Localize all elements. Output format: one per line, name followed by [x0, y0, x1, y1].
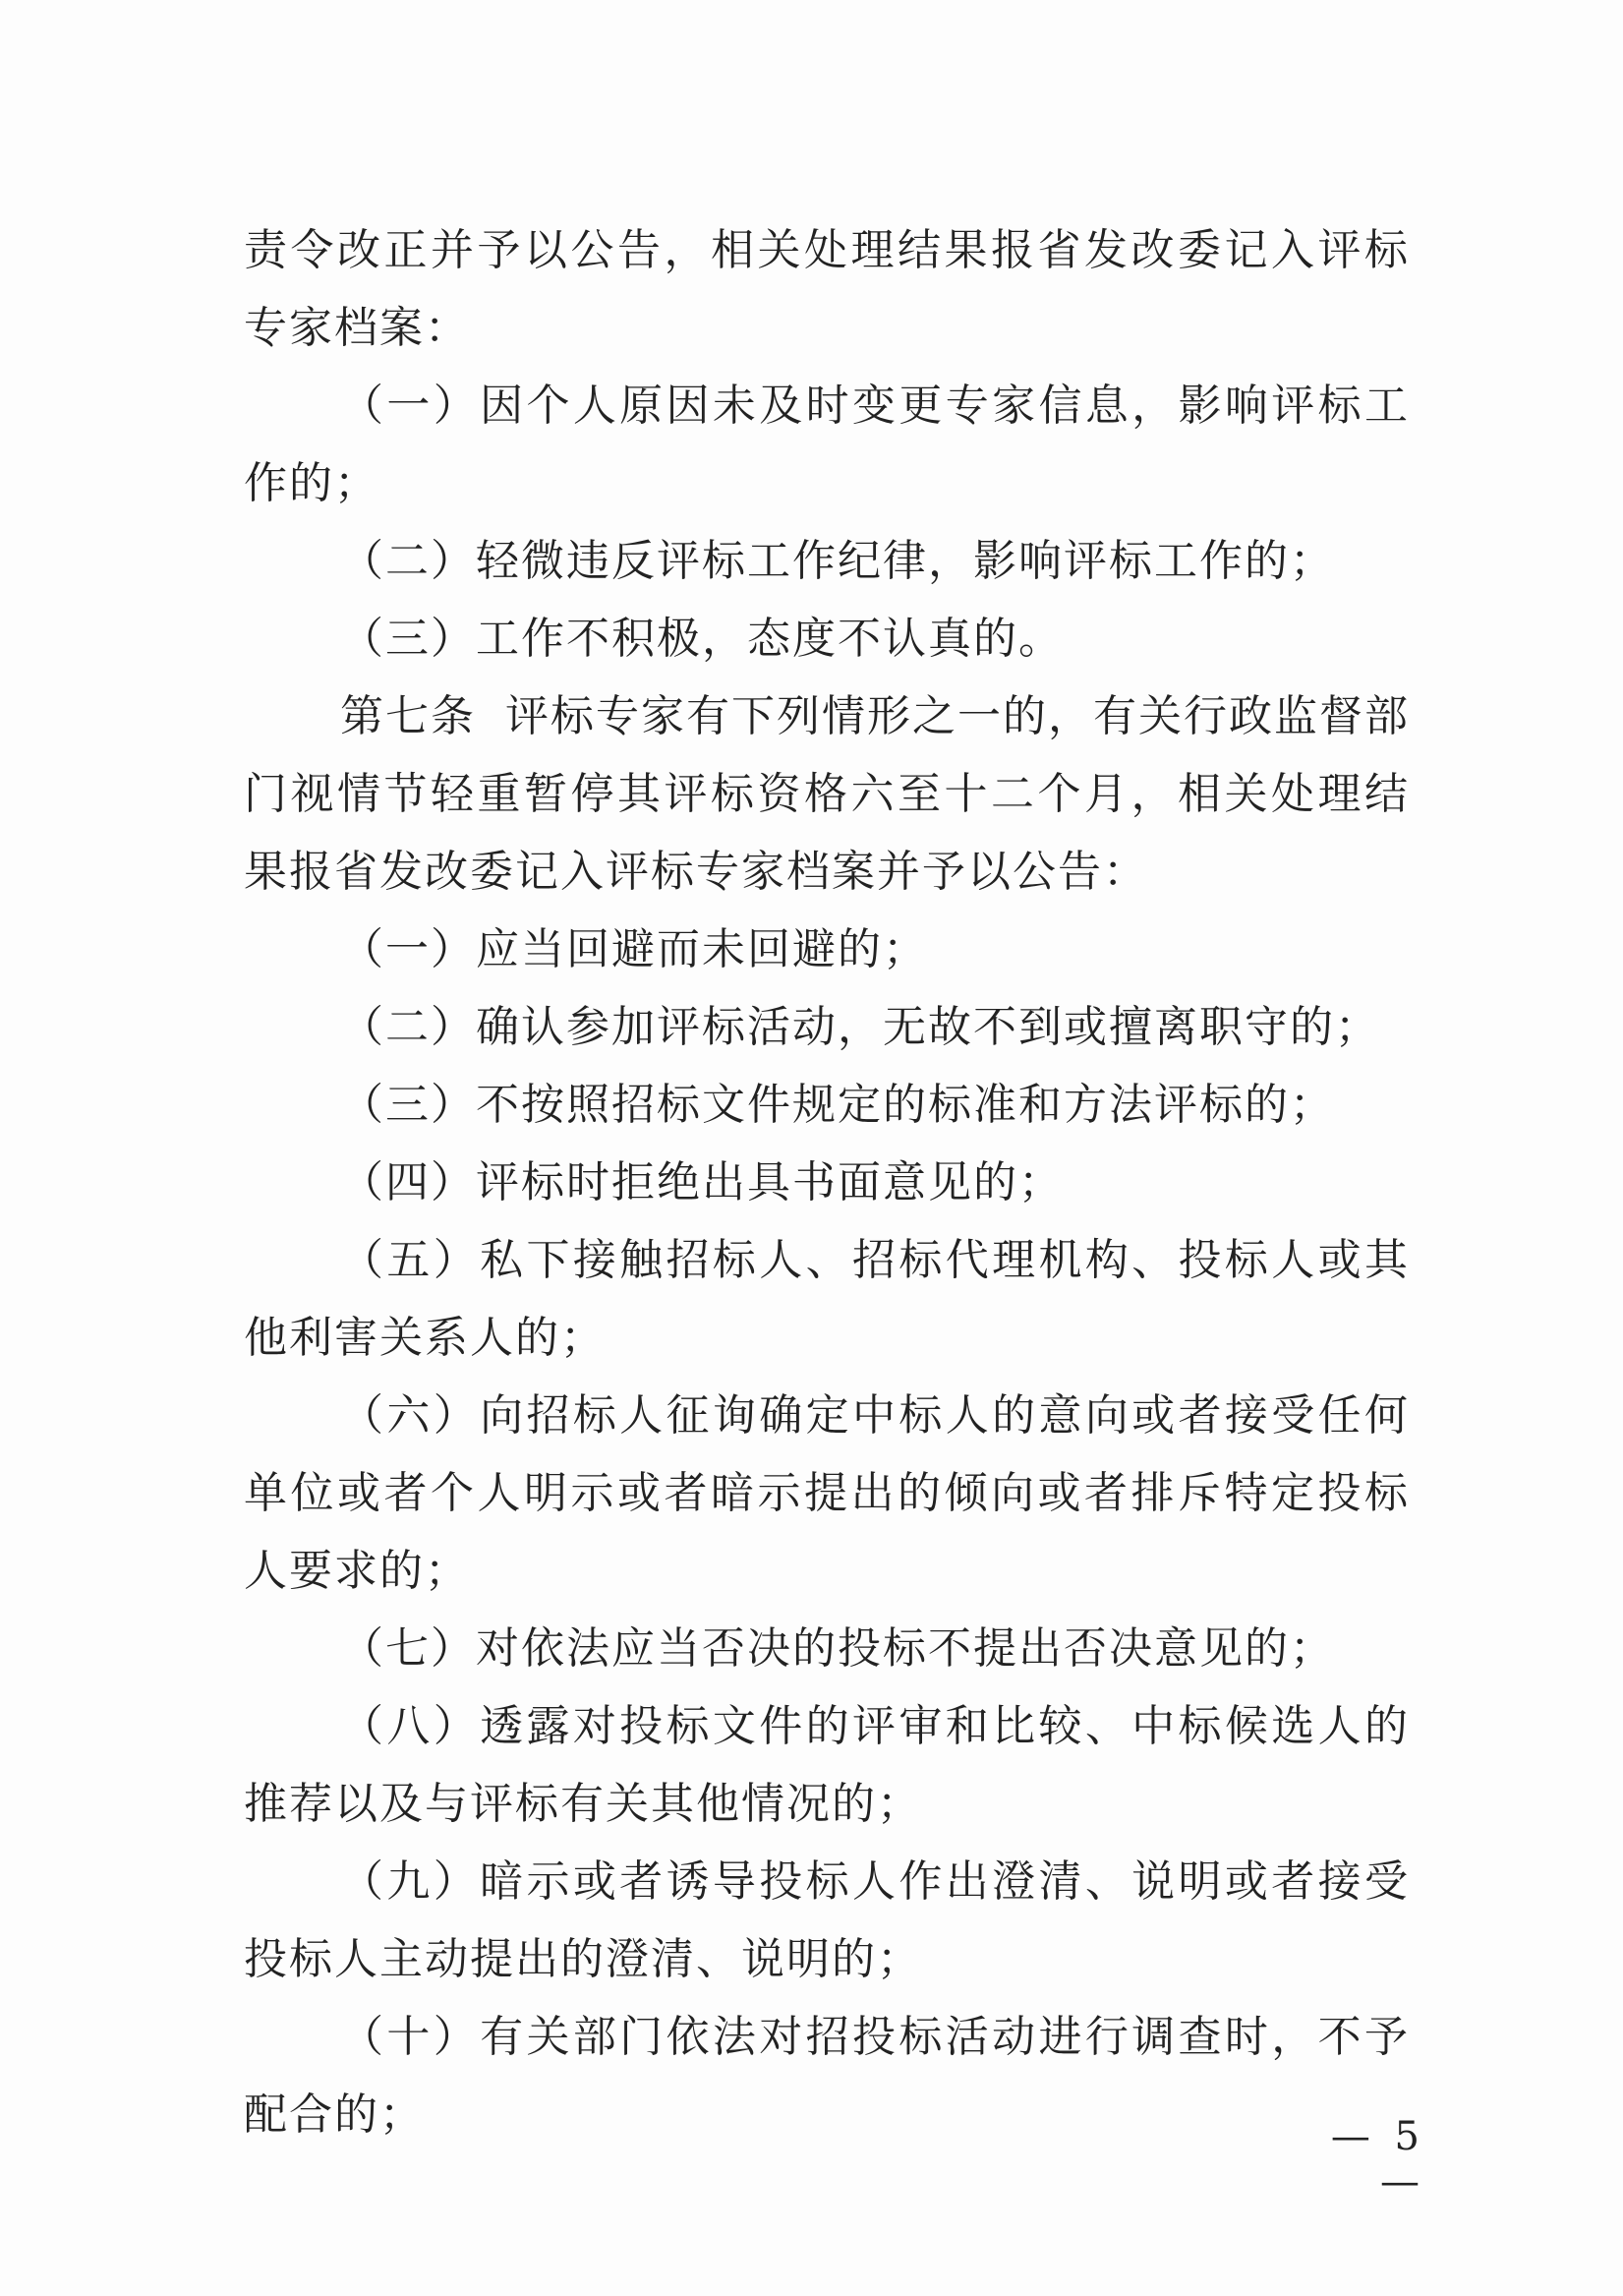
article-7-text: 评标专家有下列情形之一的，有关行政监督部门视情节轻重暂停其评标资格六至十二个月，相关处理结果报省发改委记入评标专家档案并予以公告： — [244, 691, 1410, 897]
article-7-item-5: （五）私下接触招标人、招标代理机构、投标人或其他利害关系人的； — [244, 1235, 1410, 1363]
article-7-item-3: （三）不按照招标文件规定的标准和方法评标的； — [340, 1080, 1335, 1130]
article-7-item-2: （二）确认参加评标活动，无故不到或擅离职守的； — [340, 1002, 1380, 1052]
list-item-1: （一）因个人原因未及时变更专家信息，影响评标工作的； — [244, 381, 1410, 508]
article-7-item-9: （九）暗示或者诱导投标人作出澄清、说明或者接受投标人主动提出的澄清、说明的； — [244, 1856, 1410, 1984]
list-item-3: （三）工作不积极，态度不认真的。 — [340, 614, 1064, 664]
document-body — [244, 211, 1410, 2153]
article-7-item-4: （四）评标时拒绝出具书面意见的； — [340, 1157, 1064, 1207]
paragraph-continuation: 责令改正并予以公告，相关处理结果报省发改委记入评标专家档案： — [244, 225, 1410, 353]
page-number: — 5 — — [1330, 2114, 1425, 2205]
article-7-item-1: （一）应当回避而未回避的； — [340, 924, 928, 974]
article-7-item-10: （十）有关部门依法对招投标活动进行调查时，不予配合的； — [244, 2012, 1410, 2140]
article-7-heading: 第七条 — [340, 691, 476, 741]
article-7-item-8: （八）透露对投标文件的评审和比较、中标候选人的推荐以及与评标有关其他情况的； — [244, 1701, 1410, 1829]
article-7-item-7: （七）对依法应当否决的投标不提出否决意见的； — [340, 1623, 1335, 1674]
article-7-item-6: （六）向招标人征询确定中标人的意向或者接受任何单位或者个人明示或者暗示提出的倾向或者排斥特定投标人要求的； — [244, 1390, 1410, 1596]
article-7-paragraph — [244, 677, 1410, 911]
list-item-2: （二）轻微违反评标工作纪律，影响评标工作的； — [340, 536, 1335, 586]
